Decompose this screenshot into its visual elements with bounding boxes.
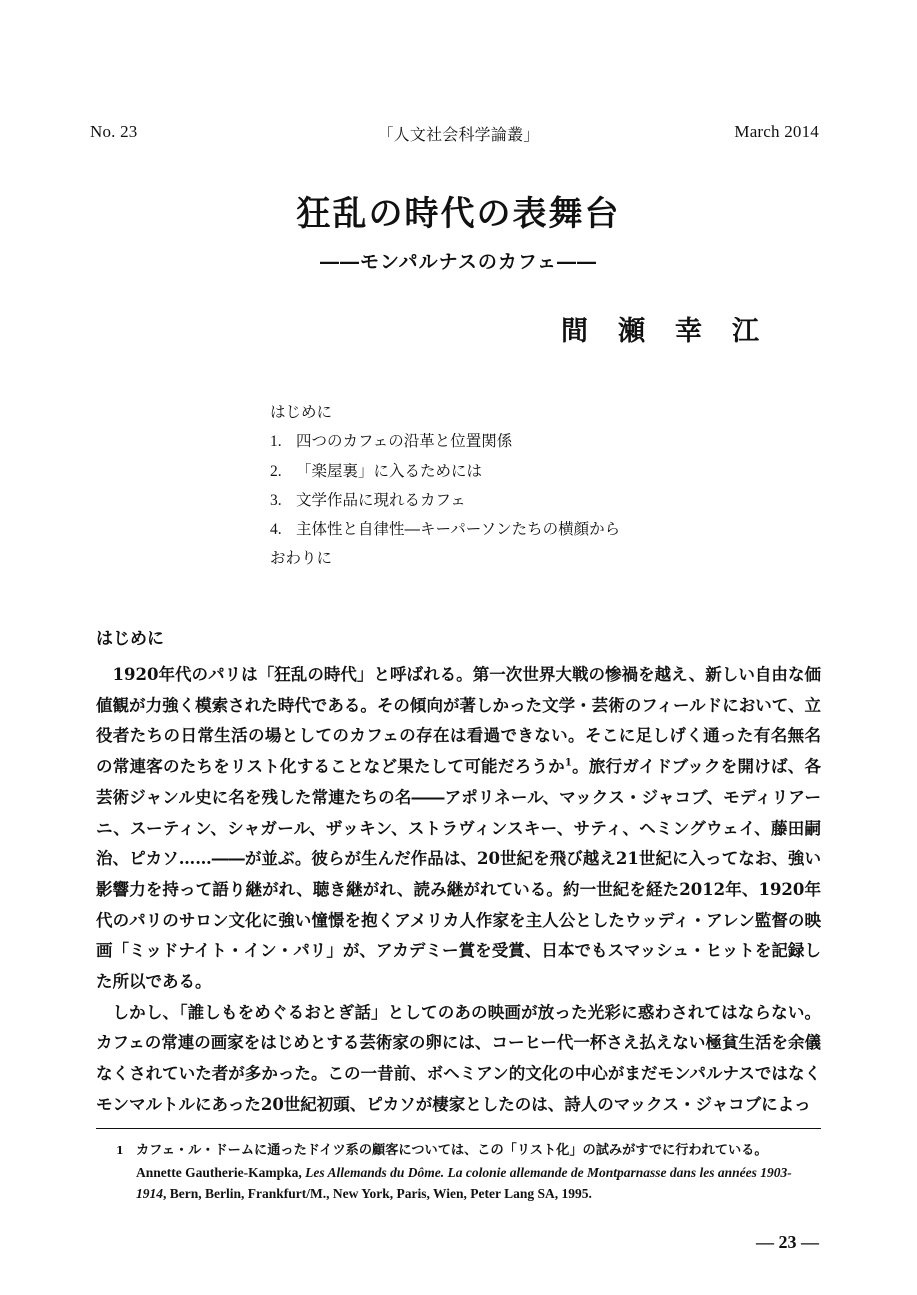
citation-publisher: , Bern, Berlin, Frankfurt/M., New York, Paris, Wien, Peter Lang SA, 1995. xyxy=(163,1186,592,1201)
toc-item xyxy=(270,427,620,456)
issue-date: March 2014 xyxy=(734,122,819,141)
toc-item xyxy=(270,515,620,544)
paragraph-text: 1920年代のパリは「狂乱の時代」と呼ばれる。第一次世界大戦の惨禍を越え、新しい自由な価値観が力強く模索された時代である。その傾向が著しかった文学・芸術のフィールドにおいて、立役者たちの日常生活の場としてのカフェの存在は看過できない。そこに足しげく通った有名無名の常連客のたちをリスト化することなど果たして可能だろうか xyxy=(96,665,821,777)
toc-item xyxy=(270,486,620,515)
footnote-line xyxy=(96,1140,821,1162)
footnote-divider xyxy=(96,1128,821,1129)
footnote-reference[interactable]: 1 xyxy=(564,757,572,769)
toc-item-number: 4. xyxy=(270,521,282,539)
issue-number: No. 23 xyxy=(90,122,138,141)
paragraph: しかし、「誰しもをめぐるおとぎ話」としてのあの映画が放った光彩に惑わされてはならない。カフェの常連の画家をはじめとする芸術家の卵には、コーヒー代一杯さえ払えない極貧生活を余儀なくされていた者が多かった。この一昔前、ボヘミアン的文化の中心がまだモンパルナスではなくモンマルトルにあった20世紀初頭、ピカソが棲家としたのは、詩人のマックス・ジャコブによっ xyxy=(96,1002,821,1114)
article-title: 狂乱の時代の表舞台 xyxy=(296,194,621,234)
table-of-contents xyxy=(270,398,620,574)
toc-item xyxy=(270,457,620,486)
footnote xyxy=(96,1140,821,1205)
toc-item-label: 文学作品に現れるカフェ xyxy=(296,490,466,509)
toc-item-label: 主体性と自律性―キーパーソンたちの横顔から xyxy=(296,520,621,539)
footnote-reference-citation xyxy=(96,1162,821,1205)
article-author: 間瀬幸江 xyxy=(561,316,789,347)
citation-author: Annette Gautherie-Kampka, xyxy=(136,1164,306,1180)
toc-item-label: 四つのカフェの沿革と位置関係 xyxy=(296,432,513,451)
toc-item-number: 2. xyxy=(270,462,282,480)
page-number: ― 23 ― xyxy=(756,1232,819,1252)
toc-outro: おわりに xyxy=(270,549,333,568)
toc-intro: はじめに xyxy=(270,403,333,421)
article-subtitle: ――モンパルナスのカフェ―― xyxy=(320,251,597,273)
paragraph xyxy=(96,660,821,998)
toc-item-number: 1. xyxy=(270,433,282,451)
section-heading: はじめに xyxy=(96,629,164,649)
footnote-mark: 1 xyxy=(116,1144,124,1157)
citation-title: Les Allemands du Dôme. La colonie allemande de Montparnasse dans les années 1903-1914 xyxy=(136,1164,792,1201)
body-text xyxy=(96,660,821,1121)
journal-name: 「人文社会科学論叢」 xyxy=(377,125,540,144)
toc-item-label: 「楽屋裏」に入るためには xyxy=(296,461,483,480)
paragraph-text: 。旅行ガイドブックを開けば、各芸術ジャンル史に名を残した常連たちの名――アポリネール、マックス・ジャコブ、モディリアーニ、スーティン、シャガール、ザッキン、ストラヴィンスキー、サティ、ヘミングウェイ、藤田嗣治、ピカソ……――が並ぶ。彼らが生んだ作品は、20世紀を飛び越え21世紀に入ってなお、強い影響力を持って語り継がれ、聴き継がれ、読み継がれている。約一世紀を経た2012年、1920年代のパリのサロン文化に強い憧憬を抱くアメリカ人作家を主人公としたウッディ・アレン監督の映画「ミッドナイト・イン・パリ」が、アカデミー賞を受賞、日本でもスマッシュ・ヒットを記録した所以である。 xyxy=(96,757,822,992)
toc-item-number: 3. xyxy=(270,491,282,509)
footnote-text: カフェ・ル・ドームに通ったドイツ系の顧客については、この「リスト化」の試みがすでに行われている。 xyxy=(136,1143,768,1158)
